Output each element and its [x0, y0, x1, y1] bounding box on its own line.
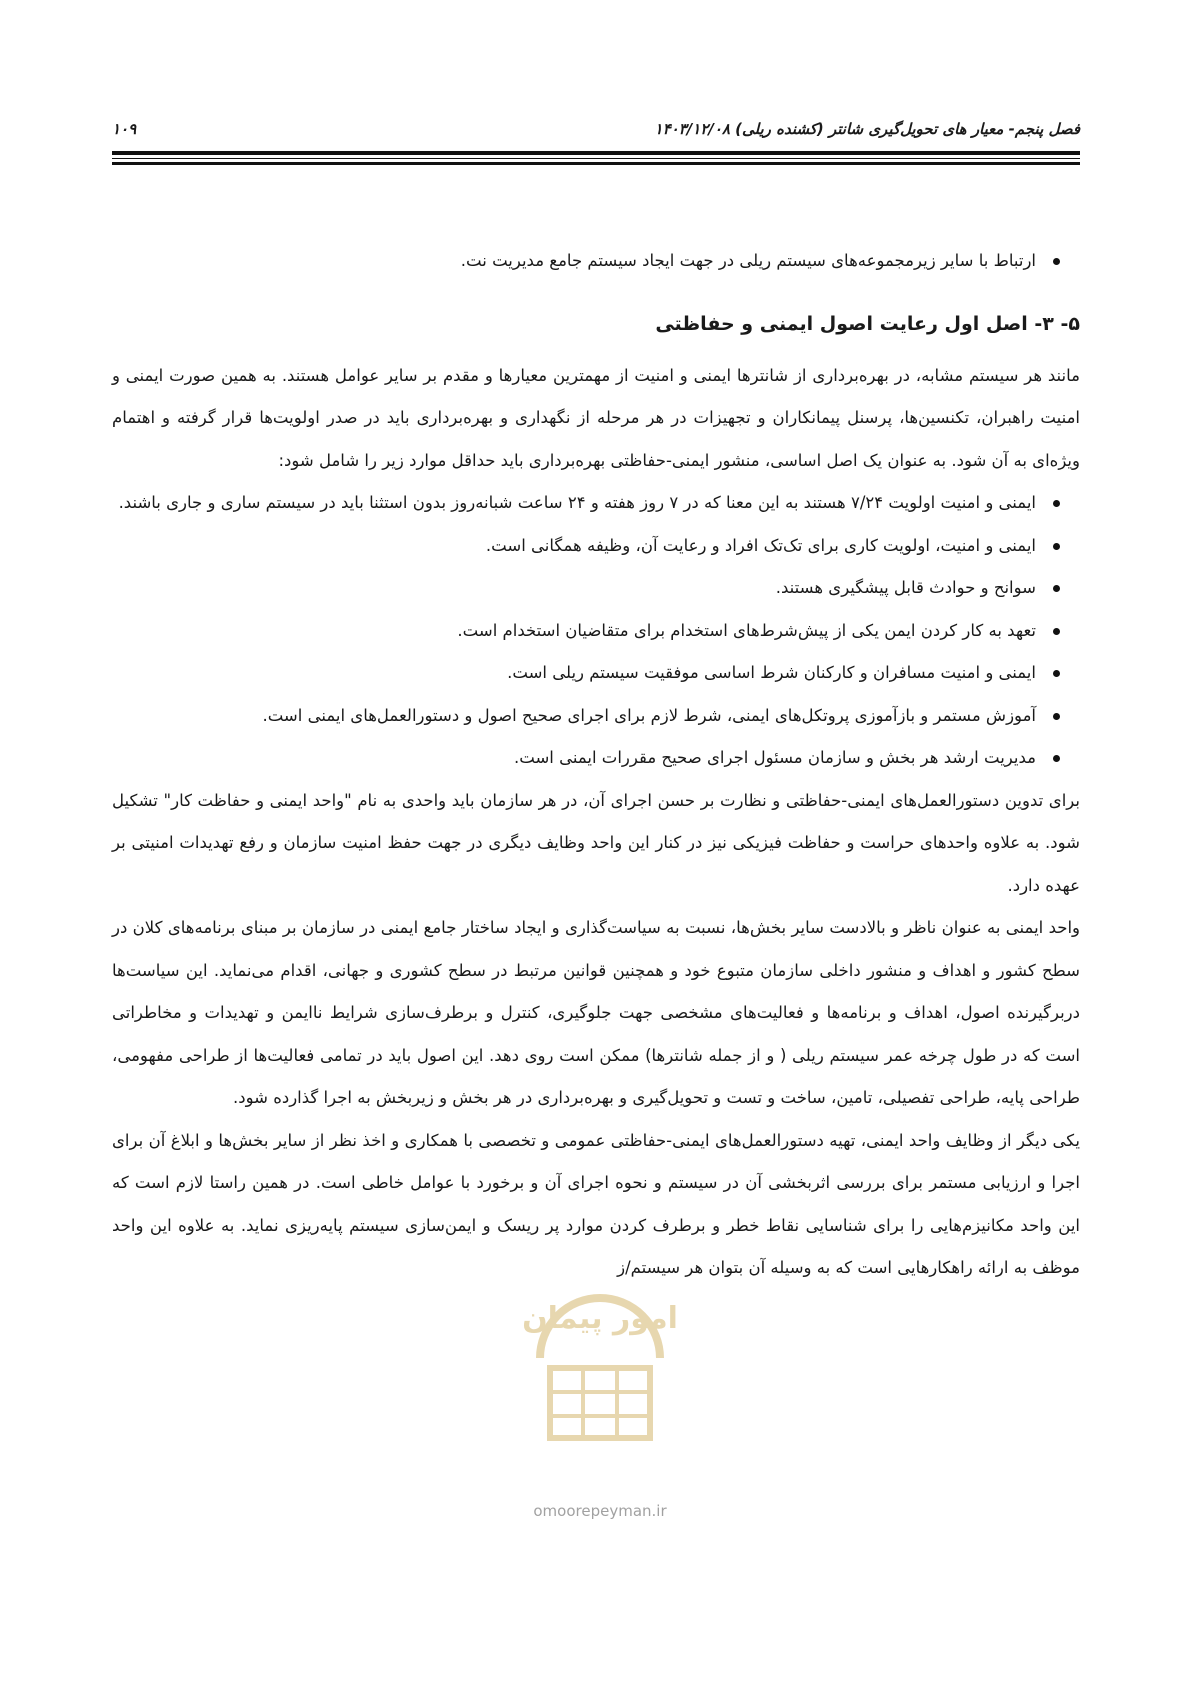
list-item [112, 695, 1080, 738]
list-item [112, 610, 1080, 653]
bullet-dot-icon [1053, 628, 1060, 635]
paragraph: یکی دیگر از وظایف واحد ایمنی، تهیه دستورالعمل‌های ایمنی-حفاظتی عمومی و تخصصی با همکاری و اخذ نظر از سایر بخش‌ها و ابلاغ آن برای اجرا و ارزیابی مستمر برای بررسی اثربخشی آن در سیستم و نحوه اجرای آن و برخورد با عوامل خاطی است. در همین راستا لازم است که این واحد مکانیزم‌هایی را برای شناسایی نقاط خطر و برطرف کردن موارد پر ریسک و ایمن‌سازی سیستم پایه‌ریزی نماید. به علاوه این واحد موظف به ارائه راهکارهایی است که به وسیله آن بتوان هر سیستم/ز [112, 1130, 1080, 1277]
bullet-dot-icon [1053, 713, 1060, 720]
header-rule-bottom [112, 162, 1080, 165]
bullet-dot-icon [1053, 670, 1060, 677]
safety-bullet-list [112, 482, 1080, 780]
paragraph: واحد ایمنی به عنوان ناظر و بالادست سایر بخش‌ها، نسبت به سیاست‌گذاری و ایجاد ساختار جامع ایمنی در سازمان بر مبنای برنامه‌های کلان در سطح کشور و اهداف و منشور داخلی سازمان متبوع خود و همچنین قوانین مرتبط در سطح کشوری و جهانی، اقدام می‌نماید. این سیاست‌ها دربرگیرنده اصول، اهداف و برنامه‌ها و فعالیت‌های مشخصی جهت جلوگیری، کنترل و برطرف‌سازی شرایط ناایمن و تهدیدات و مخاطراتی است که در طول چرخه عمر سیستم ریلی ( و از جمله شانترها) ممکن است روی دهد. این اصول باید در تمامی فعالیت‌ها از طراحی مفهومی، طراحی پایه، طراحی تفصیلی، تامین، ساخت و تست و تحویل‌گیری و بهره‌برداری در هر بخش و زیربخش به اجرا گذارده شود. [112, 918, 1080, 1107]
bullet-text: ایمنی و امنیت اولویت ۷/۲۴ هستند به این معنا که در ۷ روز هفته و ۲۴ ساعت شبانه‌روز بدون استثنا باید در سیستم ساری و جاری باشند. [118, 493, 1036, 512]
bullet-text: ایمنی و امنیت، اولویت کاری برای تک‌تک افراد و رعایت آن، وظیفه همگانی است. [485, 535, 1036, 555]
bullet-dot-icon [1053, 755, 1060, 762]
section-heading: ۵- ۳- اصل اول رعایت اصول ایمنی و حفاظتی [655, 312, 1080, 335]
list-item [112, 737, 1080, 780]
list-item [112, 240, 1080, 283]
document-body [112, 240, 1080, 1290]
page-header [112, 116, 1080, 146]
header-rule-thin [112, 158, 1080, 159]
bullet-text: ایمنی و امنیت مسافران و کارکنان شرط اساسی موفقیت سیستم ریلی است. [507, 663, 1036, 682]
bullet-dot-icon [1053, 258, 1060, 265]
bullet-text: سوانح و حوادث قابل پیشگیری هستند. [775, 578, 1036, 597]
chapter-title: فصل پنجم- معیار های تحویل‌گیری شانتر (کشنده ریلی) ۱۴۰۳/۱۲/۰۸ [654, 120, 1080, 138]
list-item [112, 567, 1080, 610]
page-number: ۱۰۹ [112, 120, 137, 138]
bullet-text: آموزش مستمر و بازآموزی پروتکل‌های ایمنی، شرط لازم برای اجرای صحیح اصول و دستورالعمل‌های ایمنی است. [262, 705, 1036, 725]
bullet-dot-icon [1053, 585, 1060, 592]
paragraph: مانند هر سیستم مشابه، در بهره‌برداری از شانترها ایمنی و امنیت از مهمترین معیارها و مقدم بر سایر عوامل هستند. به همین صورت ایمنی و امنیت راهبران، تکنسین‌ها، پرسنل پیمانکاران و تجهیزات در هر مرحله از نگهداری و بهره‌برداری باید در صدر اولویت‌ها قرار گرفته و اهتمام ویژه‌ای به آن شود. به عنوان یک اصل اساسی، منشور ایمنی-حفاظتی بهره‌برداری باید حداقل موارد زیر را شامل شود: [112, 365, 1080, 470]
list-item [112, 652, 1080, 695]
watermark-url: omoorepeyman.ir [533, 1502, 667, 1520]
intro-bullet-list [112, 240, 1080, 283]
bullet-text: ارتباط با سایر زیرمجموعه‌های سیستم ریلی در جهت ایجاد سیستم جامع مدیریت نت. [460, 251, 1036, 270]
bullet-dot-icon [1053, 500, 1060, 507]
bullet-text: مدیریت ارشد هر بخش و سازمان مسئول اجرای صحیح مقررات ایمنی است. [514, 748, 1036, 767]
watermark-text: امور پیمان [522, 1301, 678, 1336]
paragraph: برای تدوین دستورالعمل‌های ایمنی-حفاظتی و نظارت بر حسن اجرای آن، در هر سازمان باید واحدی به نام "واحد ایمنی و حفاظت کار" تشکیل شود. به علاوه واحدهای حراست و حفاظت فیزیکی نیز در کنار این واحد وظایف دیگری در جهت حفظ امنیت سازمان و رفع تهدیدات امنیتی بر عهده دارد. [112, 790, 1080, 895]
list-item [112, 525, 1080, 568]
bullet-dot-icon [1053, 543, 1060, 550]
header-rule-thick [112, 151, 1080, 155]
list-item [112, 482, 1080, 525]
bullet-text: تعهد به کار کردن ایمن یکی از پیش‌شرط‌های استخدام برای متقاضیان استخدام است. [457, 620, 1036, 640]
